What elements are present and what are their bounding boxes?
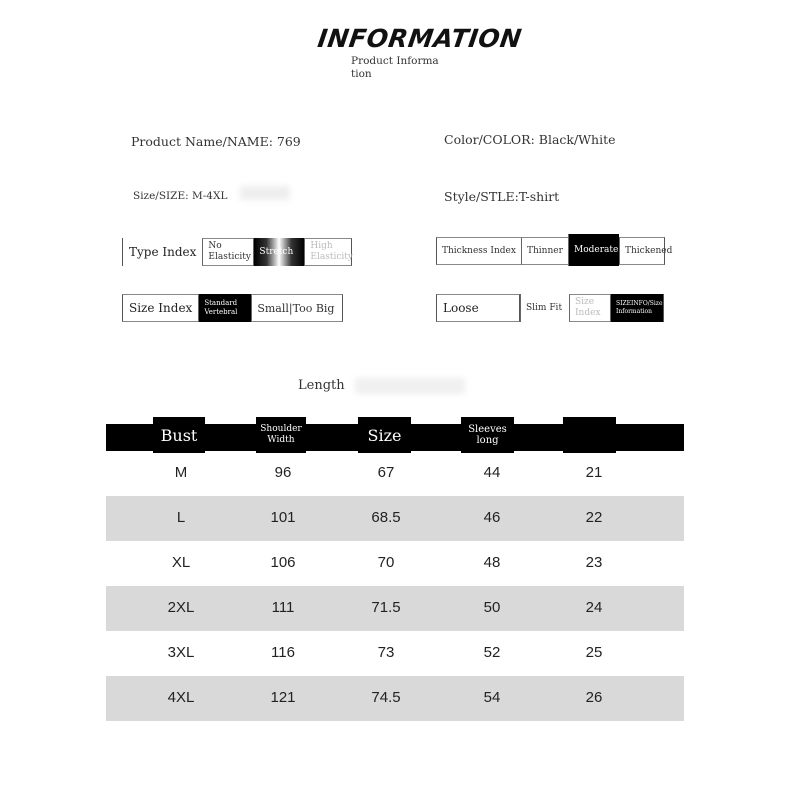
thickness-index-scale <box>436 237 673 265</box>
blur-mark <box>240 186 290 200</box>
fit-option-loose: Loose <box>436 294 520 322</box>
table-header-sleeves-long: Sleeves long <box>461 417 514 453</box>
type-option-high-elasticity: High Elasticity <box>304 238 352 266</box>
length-label: Length <box>298 378 345 393</box>
size-index-scale <box>122 294 343 322</box>
size-option-small-too-big: Small|Too Big <box>251 294 343 322</box>
table-cell: 68.5 <box>371 509 401 526</box>
table-cell: 25 <box>585 644 603 661</box>
table-header-bust: Bust <box>153 417 205 453</box>
table-cell: 22 <box>585 509 603 526</box>
table-cell: 74.5 <box>371 689 401 706</box>
table-cell: 73 <box>377 644 395 661</box>
thickness-index-label: Thickness Index <box>436 237 521 265</box>
table-row <box>106 451 684 496</box>
table-cell: 116 <box>271 644 295 661</box>
product-size-range: Size/SIZE: M-4XL <box>133 190 228 202</box>
type-option-stretch: Stretch <box>253 238 304 266</box>
table-cell: 54 <box>483 689 501 706</box>
table-cell: 26 <box>585 689 603 706</box>
table-cell: 67 <box>377 464 395 481</box>
table-cell: M <box>174 464 188 481</box>
table-cell: 24 <box>585 599 603 616</box>
type-index-label: Type Index <box>122 238 202 266</box>
page-subtitle: Product Information <box>351 55 439 80</box>
table-cell: 3XL <box>167 644 195 661</box>
fit-option-size-index: Size Index <box>569 294 610 322</box>
table-cell: 48 <box>483 554 501 571</box>
table-row <box>106 496 684 541</box>
table-cell: 106 <box>270 554 296 571</box>
type-option-no-elasticity: No Elasticity <box>202 238 253 266</box>
table-row <box>106 541 684 586</box>
table-header-size: Size <box>358 417 411 453</box>
table-header-blank <box>563 417 616 453</box>
table-row <box>106 676 684 721</box>
table-cell: 21 <box>585 464 603 481</box>
table-cell: 2XL <box>167 599 195 616</box>
type-index-scale <box>122 238 352 266</box>
table-row <box>106 586 684 631</box>
table-row <box>106 631 684 676</box>
thickness-option-thinner: Thinner <box>521 237 568 265</box>
table-header-shoulder-width: Shoulder Width <box>256 417 306 453</box>
table-cell: 121 <box>270 689 296 706</box>
fit-option-slim-fit: Slim Fit <box>520 294 569 322</box>
table-cell: 111 <box>271 599 295 616</box>
table-cell: 50 <box>483 599 501 616</box>
table-cell: 52 <box>483 644 501 661</box>
fit-index-scale <box>436 294 664 322</box>
product-style: Style/STLE:T-shirt <box>444 189 560 204</box>
table-cell: 96 <box>274 464 292 481</box>
table-cell: 46 <box>483 509 501 526</box>
table-cell: L <box>176 509 186 526</box>
thickness-option-thickened: Thickened <box>619 237 665 265</box>
page-title: INFORMATION <box>315 24 524 53</box>
table-cell: 23 <box>585 554 603 571</box>
product-color: Color/COLOR: Black/White <box>444 132 616 147</box>
table-cell: 4XL <box>167 689 195 706</box>
fit-option-size-information: SIZEINFO/Size Information <box>610 294 664 322</box>
size-index-label: Size Index <box>122 294 198 322</box>
blur-mark <box>355 378 465 394</box>
table-cell: 101 <box>270 509 296 526</box>
table-cell: XL <box>171 554 191 571</box>
thickness-option-moderate: Moderate <box>568 234 619 266</box>
product-name: Product Name/NAME: 769 <box>131 134 301 149</box>
table-cell: 44 <box>483 464 501 481</box>
table-cell: 70 <box>377 554 395 571</box>
table-cell: 71.5 <box>371 599 401 616</box>
size-option-standard: Standard Vertebral <box>198 294 251 322</box>
